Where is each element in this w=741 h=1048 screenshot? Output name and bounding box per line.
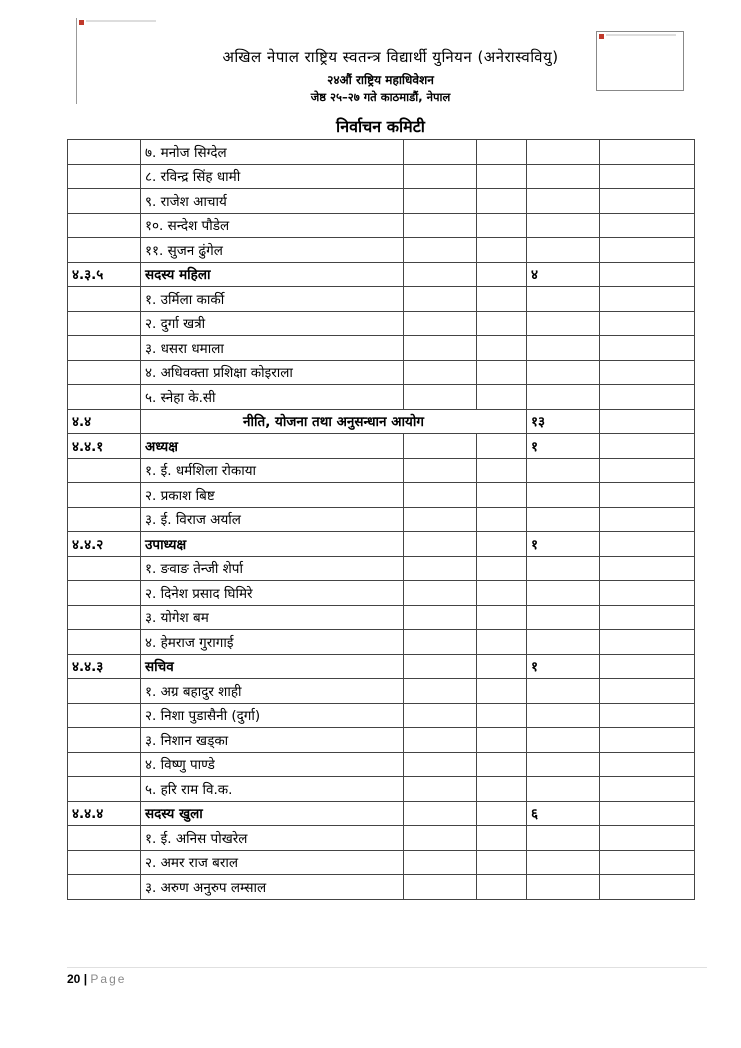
blank-cell	[404, 850, 477, 875]
section-number: ४.४.१	[68, 434, 141, 459]
section-count: १३	[527, 409, 600, 434]
member-name: ४. विष्णु पाण्डे	[141, 752, 404, 777]
member-row	[68, 458, 695, 483]
count-cell	[527, 556, 600, 581]
blank-cell	[477, 140, 527, 165]
section-number-cell	[68, 458, 141, 483]
blank-cell	[600, 262, 695, 287]
blank-cell	[477, 752, 527, 777]
blank-cell	[477, 850, 527, 875]
member-row	[68, 287, 695, 312]
blank-cell	[404, 483, 477, 508]
section-number-cell	[68, 483, 141, 508]
broken-image-icon	[599, 34, 604, 39]
blank-cell	[404, 507, 477, 532]
member-name: १. ई. धर्मशिला रोकाया	[141, 458, 404, 483]
committee-table-body	[68, 140, 695, 900]
member-name: १. अग्र बहादुर शाही	[141, 679, 404, 704]
member-row	[68, 752, 695, 777]
section-number: ४.४.३	[68, 654, 141, 679]
section-number-cell	[68, 679, 141, 704]
blank-cell	[477, 826, 527, 851]
blank-cell	[477, 458, 527, 483]
section-row	[68, 801, 695, 826]
section-title: सदस्य महिला	[141, 262, 404, 287]
section-number-cell	[68, 189, 141, 214]
section-title: उपाध्यक्ष	[141, 532, 404, 557]
blank-cell	[404, 752, 477, 777]
blank-cell	[600, 826, 695, 851]
page-title: निर्वाचन कमिटी	[336, 117, 425, 136]
blank-cell	[477, 287, 527, 312]
member-name: ५. हरि राम वि.क.	[141, 777, 404, 802]
member-name: ४. हेमराज गुरागाई	[141, 630, 404, 655]
blank-cell	[404, 556, 477, 581]
member-row	[68, 703, 695, 728]
blank-cell	[477, 262, 527, 287]
member-name: २. प्रकाश बिष्ट	[141, 483, 404, 508]
member-name: १. ई. अनिस पोखरेल	[141, 826, 404, 851]
section-count: ६	[527, 801, 600, 826]
blank-cell	[477, 360, 527, 385]
blank-cell	[404, 238, 477, 263]
blank-cell	[477, 213, 527, 238]
blank-cell	[600, 654, 695, 679]
commission-title: नीति, योजना तथा अनुसन्धान आयोग	[141, 409, 527, 434]
page-label: Page	[90, 972, 127, 986]
count-cell	[527, 703, 600, 728]
section-row	[68, 654, 695, 679]
count-cell	[527, 336, 600, 361]
count-cell	[527, 850, 600, 875]
blank-cell	[600, 752, 695, 777]
count-cell	[527, 213, 600, 238]
blank-cell	[477, 875, 527, 900]
member-name: ३. अरुण अनुरुप लम्साल	[141, 875, 404, 900]
blank-cell	[477, 605, 527, 630]
section-count: १	[527, 532, 600, 557]
blank-cell	[477, 581, 527, 606]
blank-cell	[404, 164, 477, 189]
member-name: २. दिनेश प्रसाद घिमिरे	[141, 581, 404, 606]
member-name: १. उर्मिला कार्की	[141, 287, 404, 312]
blank-cell	[404, 654, 477, 679]
section-number: ४.३.५	[68, 262, 141, 287]
member-name: ११. सुजन ढुंगेल	[141, 238, 404, 263]
blank-cell	[477, 777, 527, 802]
page-number: 20	[67, 972, 81, 986]
section-count: १	[527, 434, 600, 459]
blank-cell	[404, 262, 477, 287]
blank-cell	[404, 581, 477, 606]
member-name: ५. स्नेहा के.सी	[141, 385, 404, 410]
blank-cell	[600, 605, 695, 630]
member-name: १०. सन्देश पौडेल	[141, 213, 404, 238]
member-name: २. अमर राज बराल	[141, 850, 404, 875]
blank-cell	[404, 287, 477, 312]
section-number-cell	[68, 728, 141, 753]
section-number-cell	[68, 360, 141, 385]
blank-cell	[404, 630, 477, 655]
section-number-cell	[68, 605, 141, 630]
member-row	[68, 140, 695, 165]
logo-caption-line	[606, 34, 676, 36]
blank-cell	[600, 507, 695, 532]
blank-cell	[477, 679, 527, 704]
blank-cell	[404, 777, 477, 802]
blank-cell	[477, 728, 527, 753]
blank-cell	[404, 360, 477, 385]
count-cell	[527, 581, 600, 606]
section-row	[68, 532, 695, 557]
blank-cell	[600, 164, 695, 189]
blank-cell	[477, 434, 527, 459]
blank-cell	[600, 238, 695, 263]
member-row	[68, 360, 695, 385]
blank-cell	[600, 140, 695, 165]
member-row	[68, 605, 695, 630]
blank-cell	[600, 360, 695, 385]
blank-cell	[404, 311, 477, 336]
count-cell	[527, 385, 600, 410]
blank-cell	[404, 875, 477, 900]
blank-cell	[600, 801, 695, 826]
page-footer	[67, 972, 126, 986]
count-cell	[527, 189, 600, 214]
member-row	[68, 507, 695, 532]
organization-name: अखिल नेपाल राष्ट्रिय स्वतन्त्र विद्यार्थी युनियन (अनेरास्ववियु)	[222, 48, 559, 66]
blank-cell	[477, 507, 527, 532]
section-row	[68, 262, 695, 287]
member-name: ८. रविन्द्र सिंह धामी	[141, 164, 404, 189]
blank-cell	[600, 850, 695, 875]
member-name: ३. धसरा धमाला	[141, 336, 404, 361]
member-name: ४. अधिवक्ता प्रशिक्षा कोइराला	[141, 360, 404, 385]
section-number-cell	[68, 752, 141, 777]
blank-cell	[600, 532, 695, 557]
blank-cell	[404, 826, 477, 851]
section-number-cell	[68, 238, 141, 263]
blank-cell	[404, 703, 477, 728]
blank-cell	[600, 458, 695, 483]
blank-cell	[477, 801, 527, 826]
count-cell	[527, 458, 600, 483]
section-number-cell	[68, 875, 141, 900]
section-count: ४	[527, 262, 600, 287]
section-number: ४.४	[68, 409, 141, 434]
blank-cell	[600, 213, 695, 238]
member-row	[68, 556, 695, 581]
member-row	[68, 385, 695, 410]
section-title: अध्यक्ष	[141, 434, 404, 459]
member-row	[68, 630, 695, 655]
blank-cell	[404, 605, 477, 630]
broken-image-icon	[79, 20, 84, 25]
count-cell	[527, 752, 600, 777]
section-number-cell	[68, 287, 141, 312]
logo-caption-line	[86, 20, 156, 22]
blank-cell	[600, 556, 695, 581]
member-row	[68, 213, 695, 238]
member-row	[68, 311, 695, 336]
blank-cell	[477, 556, 527, 581]
section-number-cell	[68, 311, 141, 336]
member-row	[68, 581, 695, 606]
section-number-cell	[68, 630, 141, 655]
section-number-cell	[68, 140, 141, 165]
footer-separator: |	[83, 972, 88, 986]
blank-cell	[477, 164, 527, 189]
member-row	[68, 850, 695, 875]
blank-cell	[477, 630, 527, 655]
blank-cell	[600, 385, 695, 410]
count-cell	[527, 164, 600, 189]
blank-cell	[404, 679, 477, 704]
blank-cell	[600, 287, 695, 312]
member-name: ३. ई. विराज अर्याल	[141, 507, 404, 532]
member-name: ३. योगेश बम	[141, 605, 404, 630]
section-title: सदस्य खुला	[141, 801, 404, 826]
count-cell	[527, 140, 600, 165]
section-number-cell	[68, 850, 141, 875]
member-row	[68, 679, 695, 704]
blank-cell	[600, 630, 695, 655]
blank-cell	[404, 336, 477, 361]
member-row	[68, 777, 695, 802]
member-name: २. दुर्गा खत्री	[141, 311, 404, 336]
blank-cell	[477, 311, 527, 336]
count-cell	[527, 360, 600, 385]
commission-heading-row	[68, 409, 695, 434]
footer-divider	[67, 967, 707, 968]
count-cell	[527, 630, 600, 655]
section-number-cell	[68, 164, 141, 189]
count-cell	[527, 875, 600, 900]
blank-cell	[600, 728, 695, 753]
member-name: १. ङवाङ तेन्जी शेर्पा	[141, 556, 404, 581]
member-row	[68, 826, 695, 851]
member-row	[68, 875, 695, 900]
count-cell	[527, 826, 600, 851]
blank-cell	[404, 728, 477, 753]
blank-cell	[477, 483, 527, 508]
count-cell	[527, 728, 600, 753]
committee-table	[67, 139, 695, 900]
blank-cell	[404, 532, 477, 557]
blank-cell	[600, 875, 695, 900]
blank-cell	[600, 311, 695, 336]
blank-cell	[477, 238, 527, 263]
blank-cell	[600, 679, 695, 704]
blank-cell	[600, 483, 695, 508]
section-number-cell	[68, 213, 141, 238]
section-number-cell	[68, 581, 141, 606]
member-name: २. निशा पुडासैनी (दुर्गा)	[141, 703, 404, 728]
section-number-cell	[68, 777, 141, 802]
blank-cell	[477, 189, 527, 214]
member-row	[68, 483, 695, 508]
blank-cell	[404, 385, 477, 410]
blank-cell	[477, 703, 527, 728]
count-cell	[527, 483, 600, 508]
blank-cell	[477, 385, 527, 410]
blank-cell	[477, 336, 527, 361]
convention-name: २४औं राष्ट्रिय महाधिवेशन	[327, 73, 434, 87]
member-name: ७. मनोज सिग्देल	[141, 140, 404, 165]
section-number-cell	[68, 703, 141, 728]
blank-cell	[600, 703, 695, 728]
section-count: १	[527, 654, 600, 679]
blank-cell	[404, 434, 477, 459]
blank-cell	[477, 532, 527, 557]
blank-cell	[477, 654, 527, 679]
blank-cell	[600, 336, 695, 361]
blank-cell	[404, 801, 477, 826]
blank-cell	[404, 213, 477, 238]
member-row	[68, 336, 695, 361]
member-name: ९. राजेश आचार्य	[141, 189, 404, 214]
member-row	[68, 164, 695, 189]
section-number-cell	[68, 556, 141, 581]
blank-cell	[404, 140, 477, 165]
section-number-cell	[68, 385, 141, 410]
blank-cell	[600, 434, 695, 459]
section-number-cell	[68, 336, 141, 361]
section-row	[68, 434, 695, 459]
count-cell	[527, 287, 600, 312]
blank-cell	[600, 409, 695, 434]
blank-cell	[404, 458, 477, 483]
count-cell	[527, 311, 600, 336]
section-title: सचिव	[141, 654, 404, 679]
blank-cell	[600, 189, 695, 214]
blank-cell	[600, 777, 695, 802]
count-cell	[527, 679, 600, 704]
member-row	[68, 189, 695, 214]
convention-date-venue: जेष्ठ २५–२७ गते काठमाडौं, नेपाल	[310, 90, 451, 104]
count-cell	[527, 507, 600, 532]
count-cell	[527, 777, 600, 802]
section-number-cell	[68, 826, 141, 851]
blank-cell	[404, 189, 477, 214]
section-number: ४.४.२	[68, 532, 141, 557]
blank-cell	[600, 581, 695, 606]
section-number: ४.४.४	[68, 801, 141, 826]
member-row	[68, 728, 695, 753]
member-row	[68, 238, 695, 263]
section-number-cell	[68, 507, 141, 532]
count-cell	[527, 605, 600, 630]
member-name: ३. निशान खड्का	[141, 728, 404, 753]
count-cell	[527, 238, 600, 263]
